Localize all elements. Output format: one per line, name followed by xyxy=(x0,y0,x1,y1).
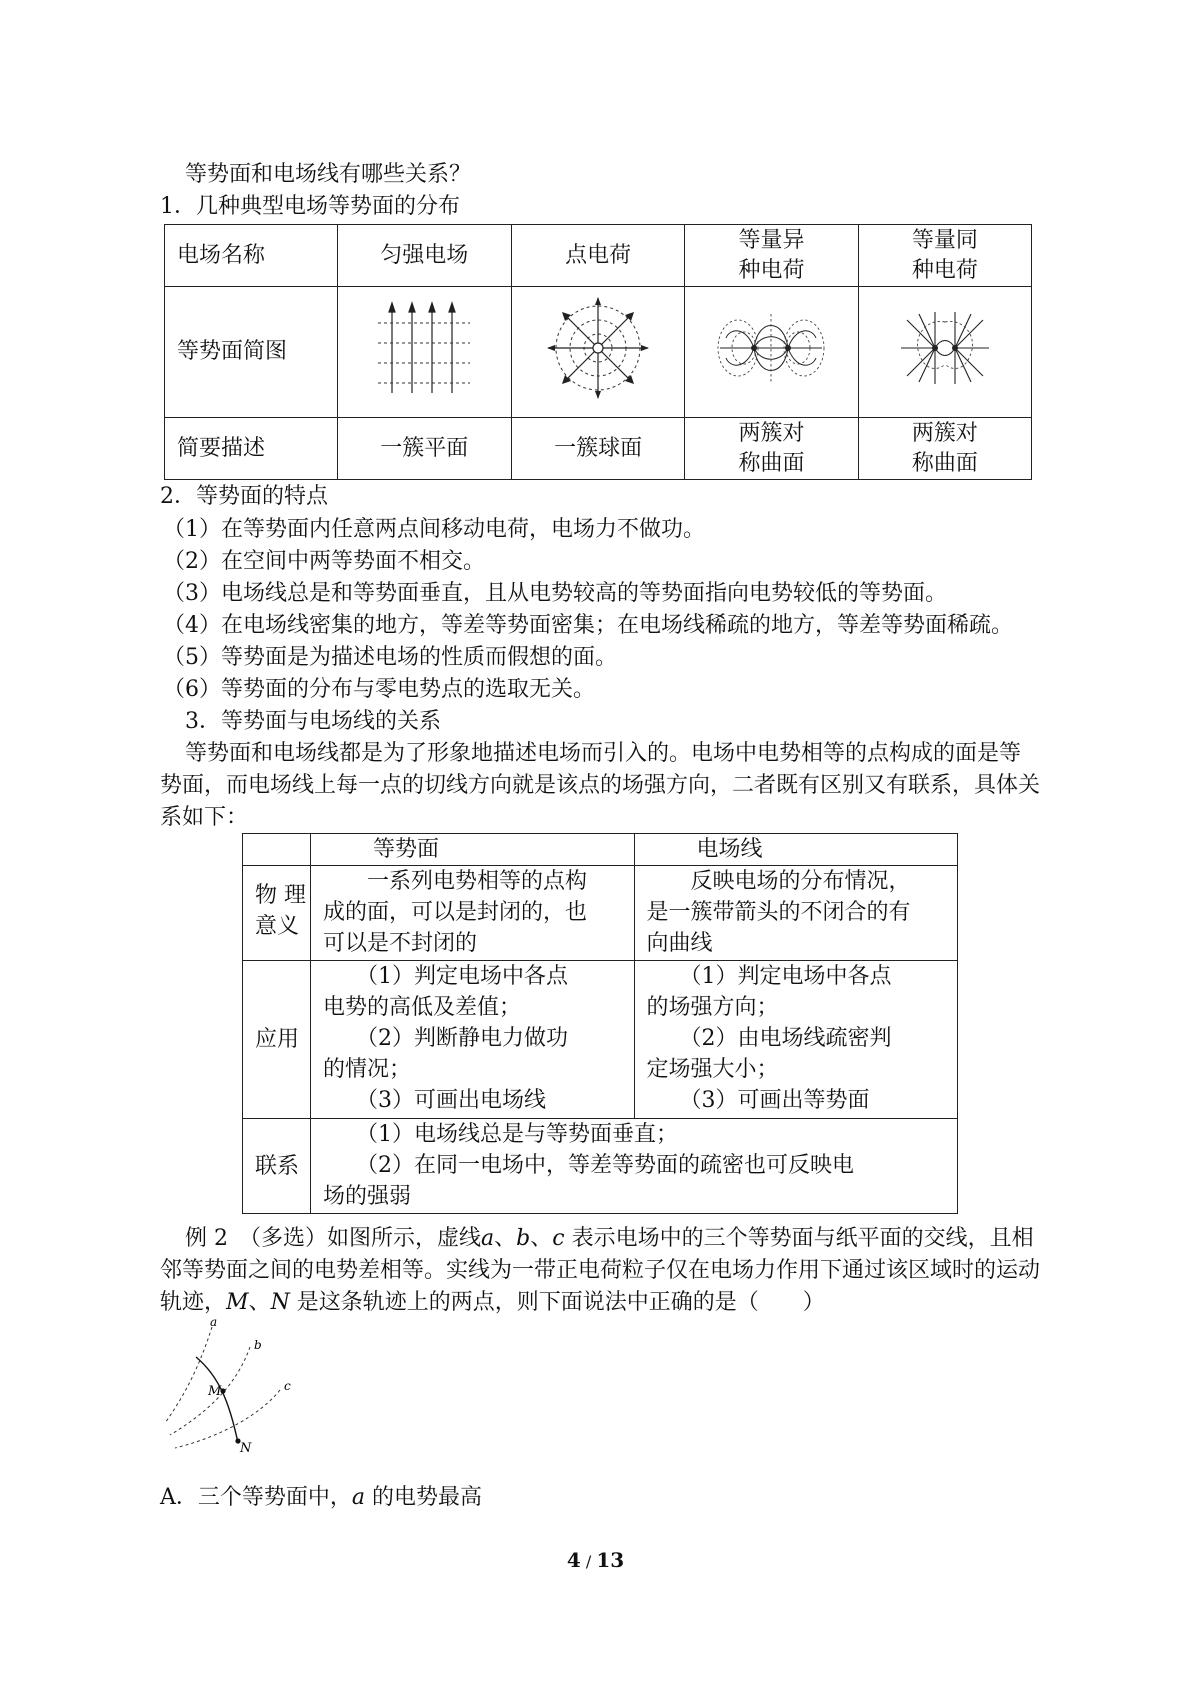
desc-like-line1: 两簇对 xyxy=(911,420,978,446)
label-a: a xyxy=(210,1315,218,1329)
header-uniform: 匀强电场 xyxy=(337,225,511,287)
feature-6: （6）等势面的分布与零电势点的选取无关。 xyxy=(163,677,595,702)
equip-app-line3: （2）判断静电力做功 xyxy=(323,1026,569,1051)
paragraph-line-3: 系如下： xyxy=(160,805,249,830)
option-a xyxy=(160,1483,482,1513)
equipotential-c xyxy=(175,1390,280,1448)
field-app-line5: （3）可画出等势面 xyxy=(646,1088,870,1113)
page-total: 13 xyxy=(596,1548,625,1572)
example-line1-start: 例 2 （多选）如图所示，虚线 xyxy=(185,1226,481,1251)
example-line-3 xyxy=(160,1288,825,1318)
equip-app-line2: 电势的高低及差值； xyxy=(323,995,522,1020)
header-field-name: 电场名称 xyxy=(165,225,338,287)
var-a: a xyxy=(481,1226,495,1251)
equip-meaning-line2: 成的面，可以是封闭的，也 xyxy=(323,900,588,925)
desc-uniform: 一簇平面 xyxy=(337,418,511,480)
row-label-line2: 意义 xyxy=(255,914,300,939)
header-point-charge: 点电荷 xyxy=(511,225,684,287)
label-c: c xyxy=(284,1379,291,1393)
equip-application xyxy=(311,961,634,1119)
equip-meaning-line3: 可以是不封闭的 xyxy=(323,931,478,956)
example-line-1 xyxy=(185,1224,1034,1254)
intro-question: 等势面和电场线有哪些关系？ xyxy=(185,162,472,187)
equip-app-line5: （3）可画出电场线 xyxy=(323,1088,547,1113)
line3-sep: 、 xyxy=(248,1290,271,1315)
row-physical-meaning-label xyxy=(243,866,311,961)
option-a-var: a xyxy=(351,1485,366,1510)
page-current: 4 xyxy=(566,1548,581,1572)
field-app-line2: 的场强方向； xyxy=(646,995,779,1020)
field-app-line1: （1）判定电场中各点 xyxy=(646,964,892,989)
equip-meaning-line1: 一系列电势相等的点构 xyxy=(323,869,588,894)
page-sep: / xyxy=(580,1552,597,1571)
option-a-prefix: A．三个等势面中， xyxy=(160,1485,352,1510)
desc-like-line2: 称曲面 xyxy=(911,450,978,476)
equipotential-table xyxy=(164,224,1032,480)
var-n: N xyxy=(270,1290,290,1315)
section-1-title: 1．几种典型电场等势面的分布 xyxy=(160,194,460,219)
equip-meaning xyxy=(311,866,634,961)
field-meaning-line3: 向曲线 xyxy=(646,931,713,956)
col-header-field-line: 电场线 xyxy=(634,834,958,866)
row-label-line1: 物 理 xyxy=(255,883,306,908)
row-application-label: 应用 xyxy=(243,961,311,1119)
option-a-suffix: 的电势最高 xyxy=(365,1485,483,1510)
section-2-title: 2．等势面的特点 xyxy=(160,484,328,509)
field-app-line4: 定场强大小； xyxy=(646,1057,779,1082)
row-relation-label: 联系 xyxy=(243,1119,311,1214)
header-like-charges xyxy=(858,225,1031,287)
relation-line1: （1）电场线总是与等势面垂直； xyxy=(323,1122,679,1147)
opposite-charges-diagram xyxy=(685,287,858,418)
uniform-field-icon xyxy=(374,298,474,398)
example-line-2: 邻等势面之间的电势差相等。实线为一带正电荷粒子仅在电场力作用下通过该区域时的运动 xyxy=(160,1258,1041,1283)
var-c: c xyxy=(552,1226,565,1251)
feature-4: （4）在电场线密集的地方，等差等势面密集；在电场线稀疏的地方，等差等势面稀疏。 xyxy=(163,613,1013,638)
header-opposite-line1: 等量异 xyxy=(738,227,805,253)
example-line3-rest: 是这条轨迹上的两点，则下面说法中正确的是（ ） xyxy=(289,1290,825,1315)
sep-2: 、 xyxy=(530,1226,553,1251)
relation-line3: 场的强弱 xyxy=(323,1184,412,1209)
paragraph-line-2: 势面，而电场线上每一点的切线方向就是该点的场强方向，二者既有区别又有联系，具体关 xyxy=(160,773,1041,798)
desc-point-charge: 一簇球面 xyxy=(511,418,684,480)
field-meaning-line2: 是一簇带箭头的不闭合的有 xyxy=(646,900,911,925)
point-charge-diagram xyxy=(511,287,684,418)
header-like-line1: 等量同 xyxy=(911,227,978,253)
col-header-equipotential: 等势面 xyxy=(311,834,634,866)
dipole-icon xyxy=(716,308,826,388)
sep-1: 、 xyxy=(494,1226,517,1251)
equipotential-trajectory-figure xyxy=(160,1315,300,1455)
point-charge-icon xyxy=(543,293,653,403)
example-line3-prefix: 轨迹， xyxy=(160,1290,227,1315)
relation-text xyxy=(311,1119,958,1214)
label-n: N xyxy=(240,1441,252,1455)
section-3-title: 3．等势面与电场线的关系 xyxy=(185,709,441,734)
corner-cell xyxy=(243,834,311,866)
relation-line2: （2）在同一电场中，等差等势面的疏密也可反映电 xyxy=(323,1153,855,1178)
example-line1-end: 表示电场中的三个等势面与纸平面的交线，且相 xyxy=(564,1226,1034,1251)
desc-like xyxy=(858,418,1031,480)
header-like-line2: 种电荷 xyxy=(911,257,978,283)
field-app-line3: （2）由电场线疏密判 xyxy=(646,1026,892,1051)
equip-app-line1: （1）判定电场中各点 xyxy=(323,964,569,989)
uniform-field-diagram xyxy=(337,287,511,418)
header-opposite-line2: 种电荷 xyxy=(738,257,805,283)
paragraph-line-1: 等势面和电场线都是为了形象地描述电场而引入的。电场中电势相等的点构成的面是等 xyxy=(185,741,1022,766)
trajectory xyxy=(196,1357,238,1443)
like-charges-icon xyxy=(895,308,995,388)
row-description-label: 简要描述 xyxy=(165,418,338,480)
field-meaning xyxy=(634,866,958,961)
row-diagram-label: 等势面简图 xyxy=(165,287,338,418)
var-m: M xyxy=(226,1290,249,1315)
label-b: b xyxy=(254,1338,262,1352)
feature-5: （5）等势面是为描述电场的性质而假想的面。 xyxy=(163,645,617,670)
feature-2: （2）在空间中两等势面不相交。 xyxy=(163,549,485,574)
feature-3: （3）电场线总是和等势面垂直，且从电势较高的等势面指向电势较低的等势面。 xyxy=(163,581,947,606)
feature-1: （1）在等势面内任意两点间移动电荷，电场力不做功。 xyxy=(163,517,705,542)
field-meaning-line1: 反映电场的分布情况， xyxy=(646,869,911,894)
var-b: b xyxy=(516,1226,531,1251)
desc-opposite-line2: 称曲面 xyxy=(738,450,805,476)
label-m: M xyxy=(208,1384,222,1399)
desc-opposite xyxy=(685,418,858,480)
field-application xyxy=(634,961,958,1119)
equip-app-line4: 的情况； xyxy=(323,1057,412,1082)
desc-opposite-line1: 两簇对 xyxy=(738,420,805,446)
header-opposite-charges xyxy=(685,225,858,287)
equipotential-a xyxy=(165,1327,212,1423)
comparison-table xyxy=(242,833,958,1214)
like-charges-diagram xyxy=(858,287,1031,418)
page-number xyxy=(0,1548,1191,1572)
